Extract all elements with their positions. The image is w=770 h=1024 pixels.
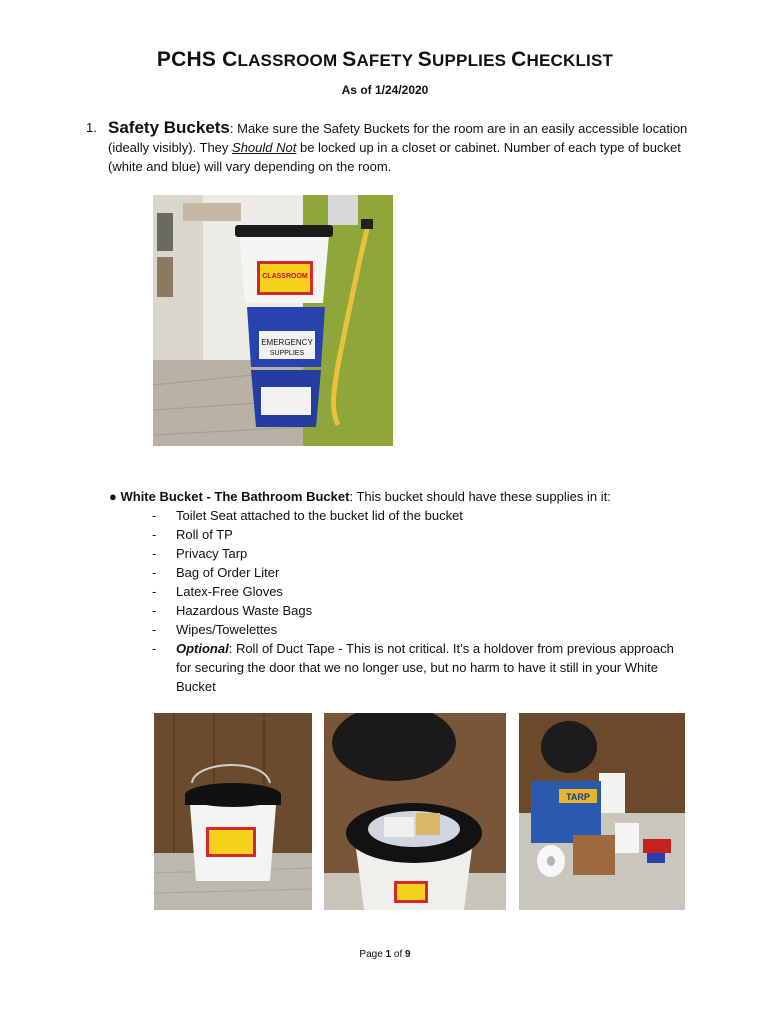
section-text-b: be locked up in a closet or cabinet. Number of each type of bucket (white and blue) will vary depending on the room.	[108, 140, 681, 174]
list-item: - Roll of TP	[152, 527, 233, 542]
list-item: - Privacy Tarp	[152, 546, 248, 561]
buckets-photo	[153, 195, 393, 446]
page-footer: Page 1 of 9	[359, 949, 411, 960]
white-bucket-intro: : This bucket should have these supplies in it:	[349, 489, 611, 504]
list-item: - Hazardous Waste Bags	[152, 603, 313, 618]
label-tarp: TARP	[566, 792, 590, 802]
date-line: As of 1/24/2020	[341, 83, 429, 97]
list-item: - Latex-Free Gloves	[152, 584, 283, 599]
emphasis-should-not: Should Not	[232, 140, 297, 155]
white-bucket-photo	[154, 713, 312, 910]
supplies-photo	[519, 713, 685, 910]
bullet-dot: ●	[109, 489, 117, 504]
white-bucket-bullet	[109, 487, 709, 506]
white-bucket-items	[152, 506, 692, 696]
open-bucket-photo	[324, 713, 506, 910]
section-safety-buckets	[86, 118, 696, 176]
page-title: PCHS CLASSROOM SAFETY SUPPLIES CHECKLIST	[156, 48, 614, 71]
white-bucket-heading: White Bucket - The Bathroom Bucket	[120, 489, 350, 504]
list-item: - Wipes/Towelettes	[152, 622, 278, 637]
section-text-a: : Make sure the Safety Buckets for the room are in an easily accessible location (ideally visibly). They	[108, 121, 688, 155]
label-classroom: CLASSROOM	[262, 273, 308, 280]
label-supplies: SUPPLIES	[269, 350, 305, 357]
section-heading: Safety Buckets	[108, 118, 230, 137]
label-emergency: EMERGENCY	[261, 338, 313, 347]
list-item: - Bag of Order Liter	[152, 565, 280, 580]
list-item: - Toilet Seat attached to the bucket lid of the bucket	[152, 508, 463, 523]
list-number: 1.	[86, 120, 97, 135]
list-item-optional: - Optional: Roll of Duct Tape - This is not critical. It’s a holdover from previous approach for securing the door that we no longer use, but no harm to have it still in your White Bucket	[152, 641, 674, 694]
